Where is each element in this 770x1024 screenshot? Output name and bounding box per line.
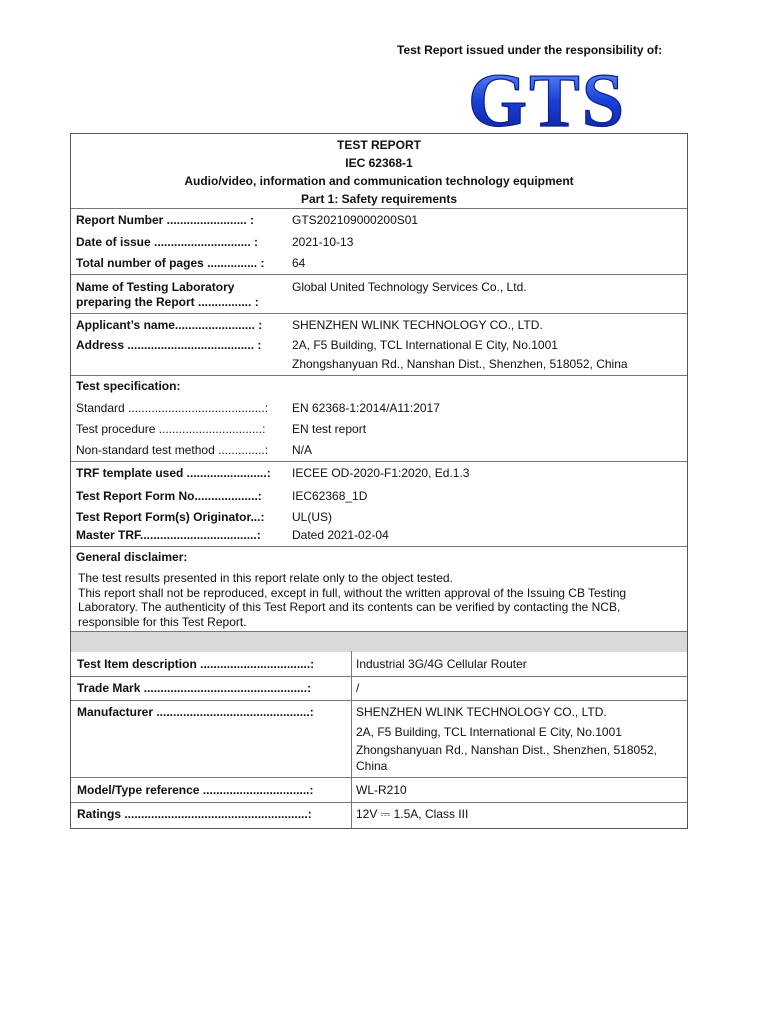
applicant-label: Applicant’s name........................ : (76, 318, 263, 332)
report-number-value: GTS202109000200S01 (292, 213, 419, 227)
disclaimer-line-4: responsible for this Test Report. (78, 614, 247, 629)
address-line-1: 2A, F5 Building, TCL International E City, No.1001 (292, 338, 558, 352)
trf-template-value: IECEE OD-2020-F1:2020, Ed.1.3 (292, 466, 470, 480)
standard-value: EN 62368-1:2014/A11:2017 (292, 401, 440, 415)
general-disclaimer-text (78, 571, 678, 629)
manufacturer-label: Manufacturer ..............................................: (77, 705, 314, 719)
test-report-form-label: Test Report Form No...................: (76, 489, 262, 503)
report-scope: Audio/video, information and communication technology equipment (184, 174, 574, 188)
test-specification-heading: Test specification: (76, 379, 181, 393)
model-reference-label: Model/Type reference ................................: (77, 783, 314, 797)
total-pages-value: 64 (292, 256, 306, 270)
total-pages-label: Total number of pages ............... : (76, 256, 265, 270)
trade-mark-label: Trade Mark .................................................: (77, 681, 312, 695)
gts-logo (458, 62, 636, 134)
issued-by-text: Test Report issued under the responsibility of: (397, 43, 663, 57)
model-reference-value: WL-R210 (356, 783, 407, 797)
report-part: Part 1: Safety requirements (300, 192, 458, 206)
separator-band (71, 631, 687, 652)
disclaimer-line-3: Laboratory. The authenticity of this Test Report and its contents can be verified by contacting the NCB, (78, 600, 621, 614)
date-of-issue-value: 2021-10-13 (292, 235, 354, 249)
gts-logo-text: GTS (467, 62, 627, 134)
manufacturer-name: SHENZHEN WLINK TECHNOLOGY CO., LTD. (356, 705, 607, 719)
manufacturer-address-1: 2A, F5 Building, TCL International E City, No.1001 (356, 725, 622, 739)
standard-label: Standard .........................................: (76, 401, 269, 415)
test-procedure-value: EN test report (292, 422, 367, 436)
manufacturer-address-2: Zhongshanyuan Rd., Nanshan Dist., Shenzhen, 518052, (356, 743, 657, 757)
test-procedure-label: Test procedure ...............................: (76, 422, 266, 436)
test-report-form-value: IEC62368_1D (292, 489, 368, 503)
master-trf-value: Dated 2021-02-04 (292, 528, 389, 542)
address-label: Address ...................................... : (76, 338, 262, 352)
ratings-label: Ratings .......................................................: (77, 807, 312, 821)
trf-template-label: TRF template used ........................: (76, 466, 271, 480)
report-title: TEST REPORT (336, 138, 421, 152)
disclaimer-line-1: The test results presented in this report relate only to the object tested. (78, 571, 453, 585)
date-of-issue-label: Date of issue ............................. : (76, 235, 259, 249)
report-standard: IEC 62368-1 (345, 156, 413, 170)
testing-lab-label-1: Name of Testing Laboratory (76, 280, 235, 294)
testing-lab-label-2: preparing the Report ................ : (76, 295, 259, 309)
general-disclaimer-heading: General disclaimer: (76, 550, 188, 564)
test-item-table (70, 651, 688, 829)
master-trf-label: Master TRF...................................: (76, 528, 261, 542)
form-originator-label: Test Report Form(s) Originator...: (76, 510, 265, 524)
non-standard-method-label: Non-standard test method ..............: (76, 443, 269, 457)
applicant-value: SHENZHEN WLINK TECHNOLOGY CO., LTD. (292, 318, 543, 332)
address-line-2: Zhongshanyuan Rd., Nanshan Dist., Shenzhen, 518052, China (292, 357, 628, 371)
disclaimer-line-2: This report shall not be reproduced, except in full, without the written approval of the Issuing CB Testing (78, 585, 627, 600)
ratings-value: 12V ⎓ 1.5A, Class III (356, 807, 469, 821)
non-standard-method-value: N/A (292, 443, 313, 457)
trade-mark-value: / (356, 681, 360, 695)
testing-lab-value: Global United Technology Services Co., Ltd. (292, 280, 527, 294)
form-originator-value: UL(US) (292, 510, 333, 524)
test-item-description-label: Test Item description .................................: (77, 657, 315, 671)
report-summary-table (70, 133, 688, 651)
report-number-label: Report Number ........................ : (76, 213, 255, 227)
test-item-description-value: Industrial 3G/4G Cellular Router (356, 657, 527, 671)
manufacturer-address-3: China (356, 759, 388, 773)
